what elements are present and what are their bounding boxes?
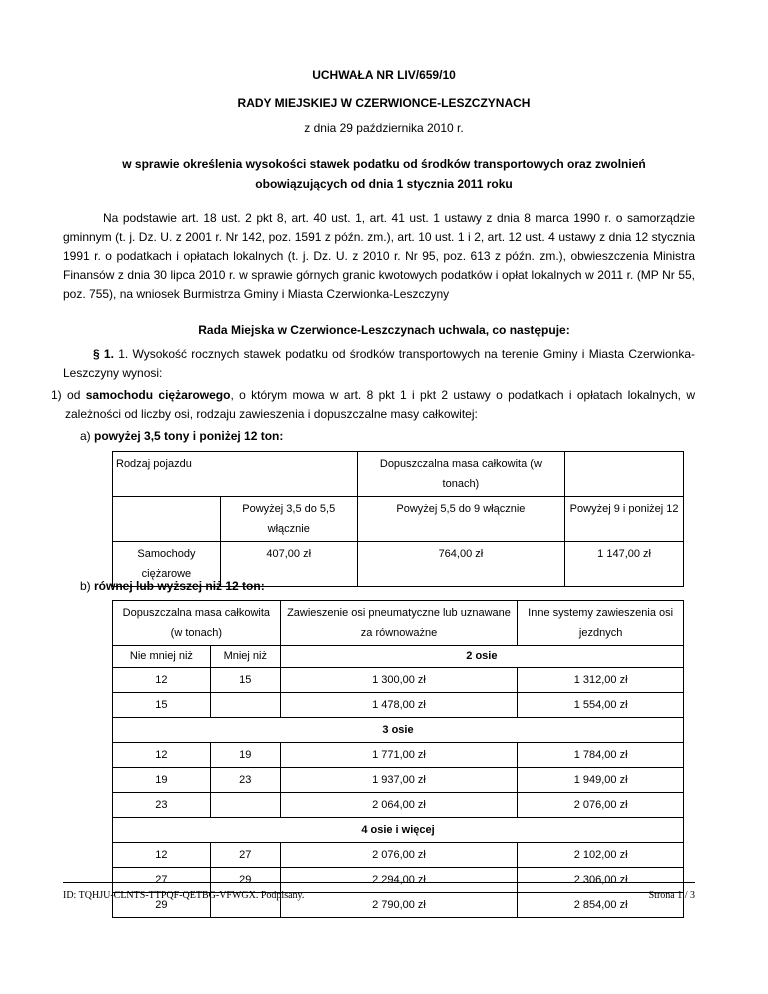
cell-pneumatic: 2 294,00 zł <box>280 868 518 893</box>
cell-max <box>210 693 280 718</box>
cell-min: 29 <box>113 893 211 918</box>
resolution-heading: Rada Miejska w Czerwionce-Leszczynach uchwala, co następuje: <box>198 323 570 337</box>
item-b <box>80 577 712 596</box>
cell-pneumatic: 1 300,00 zł <box>280 668 518 693</box>
item-1 <box>49 386 695 424</box>
cell-min: 12 <box>113 743 211 768</box>
table-row <box>113 843 684 868</box>
subject-line-2: obowiązujących od dnia 1 stycznia 2011 roku <box>255 177 513 191</box>
item-b-bold: równej lub wyższej niż 12 ton: <box>94 579 265 593</box>
item-a <box>80 427 712 446</box>
table-b-max-header: Mniej niż <box>210 646 280 668</box>
cell-max <box>210 793 280 818</box>
cell-other: 2 102,00 zł <box>518 843 684 868</box>
group-label: 4 osie i więcej <box>113 818 684 843</box>
table-a-value-1: 407,00 zł <box>220 542 357 587</box>
section-1 <box>63 345 695 383</box>
resolution-date: z dnia 29 października 2010 r. <box>304 121 464 135</box>
cell-other: 2 076,00 zł <box>518 793 684 818</box>
council-name: RADY MIEJSKIEJ W CZERWIONCE-LESZCZYNACH <box>237 96 531 110</box>
item-1-number: 1) od <box>51 388 81 402</box>
page-number: Strona 1 / 3 <box>648 890 695 901</box>
section-1-text: 1. Wysokość rocznych stawek podatku od środków transportowych na terenie Gminy i Miasta Czerwionka-Leszczyny wynosi: <box>63 347 696 380</box>
table-row <box>113 743 684 768</box>
item-1-bold: samochodu ciężarowego <box>85 388 231 402</box>
cell-max: 29 <box>210 868 280 893</box>
cell-max: 27 <box>210 843 280 868</box>
table-a-value-3: 1 147,00 zł <box>565 542 684 587</box>
table-a-col1-header: Rodzaj pojazdu <box>113 452 221 497</box>
section-1-label: § 1. <box>93 347 114 361</box>
item-b-prefix: b) <box>80 579 91 593</box>
table-b-mass-header: Dopuszczalna masa całkowita (w tonach) <box>113 601 281 646</box>
cell-min: 12 <box>113 843 211 868</box>
cell-min: 19 <box>113 768 211 793</box>
table-b-other-header: Inne systemy zawieszenia osi jezdnych <box>518 601 684 646</box>
table-a-row-label: Samochody ciężarowe <box>113 542 221 587</box>
cell-pneumatic: 2 076,00 zł <box>280 843 518 868</box>
cell-max: 15 <box>210 668 280 693</box>
cell-pneumatic: 1 771,00 zł <box>280 743 518 768</box>
cell-min: 15 <box>113 693 211 718</box>
table-b-min-header: Nie mniej niż <box>113 646 211 668</box>
cell-other: 1 784,00 zł <box>518 743 684 768</box>
cell-other: 1 312,00 zł <box>518 668 684 693</box>
table-a-sub2: Powyżej 5,5 do 9 włącznie <box>357 497 565 542</box>
resolution-title: UCHWAŁA NR LIV/659/10 <box>312 68 456 82</box>
cell-pneumatic: 2 064,00 zł <box>280 793 518 818</box>
table-a-mass-header: Dopuszczalna masa całkowita (w tonach) <box>357 452 565 497</box>
preamble: Na podstawie art. 18 ust. 2 pkt 8, art. 40 ust. 1, art. 41 ust. 1 ustawy z dnia 8 marca 1990 r. o samorządzie gminnym (t. j. Dz. U. z 2001 r. Nr 142, poz. 1591 z późn. zm.), art. 10 ust. 1 i 2, art. 12 ust. 4 ustawy z dnia 12 stycznia 1991 r. o podatkach i opłatach lokalnych (t. j. Dz. U. z 2010 r. Nr 95, poz. 613 z późn. zm.), obwieszczenia Ministra Finansów z dnia 30 lipca 2010 r. w sprawie górnych granic kwotowych podatków i opłat lokalnych w 2011 r. (MP Nr 55, poz. 755), na wniosek Burmistrza Gminy i Miasta Czerwionka-Leszczyny <box>63 211 695 301</box>
cell-max: 23 <box>210 768 280 793</box>
table-a-sub3: Powyżej 9 i poniżej 12 <box>565 497 684 542</box>
cell-other: 2 306,00 zł <box>518 868 684 893</box>
cell-pneumatic: 1 937,00 zł <box>280 768 518 793</box>
table-b-pneumatic-header: Zawieszenie osi pneumatyczne lub uznawane za równoważne <box>280 601 518 646</box>
table-row <box>113 768 684 793</box>
table-a-sub1: Powyżej 3,5 do 5,5 włącznie <box>220 497 357 542</box>
cell-min: 23 <box>113 793 211 818</box>
cell-other: 1 949,00 zł <box>518 768 684 793</box>
table-row <box>113 668 684 693</box>
table-a-value-2: 764,00 zł <box>357 542 565 587</box>
item-a-prefix: a) <box>80 429 91 443</box>
cell-min: 12 <box>113 668 211 693</box>
document-id: ID: TQHJU-CLNTS-TTPQF-QETBG-VFWGX. Podpisany. <box>63 890 305 901</box>
cell-other: 1 554,00 zł <box>518 693 684 718</box>
table-row <box>113 693 684 718</box>
table-a <box>112 451 684 587</box>
table-row <box>113 868 684 893</box>
table-b <box>112 600 684 918</box>
item-a-bold: powyżej 3,5 tony i poniżej 12 ton: <box>94 429 284 443</box>
cell-other: 2 854,00 zł <box>518 893 684 918</box>
item-1-text: , o którym mowa w art. 8 pkt 1 i pkt 2 ustawy o podatkach i opłatach lokalnych, w zależności od liczby osi, rodzaju zawieszenia i dopuszczalne masy całkowitej: <box>65 388 695 421</box>
cell-min: 27 <box>113 868 211 893</box>
cell-pneumatic: 2 790,00 zł <box>280 893 518 918</box>
group-label: 3 osie <box>113 718 684 743</box>
table-row <box>113 793 684 818</box>
footer-divider <box>63 882 695 883</box>
cell-pneumatic: 1 478,00 zł <box>280 693 518 718</box>
group-label: 2 osie <box>280 646 683 668</box>
subject-line-1: w sprawie określenia wysokości stawek podatku od środków transportowych oraz zwolnień <box>122 157 646 171</box>
cell-max: 19 <box>210 743 280 768</box>
